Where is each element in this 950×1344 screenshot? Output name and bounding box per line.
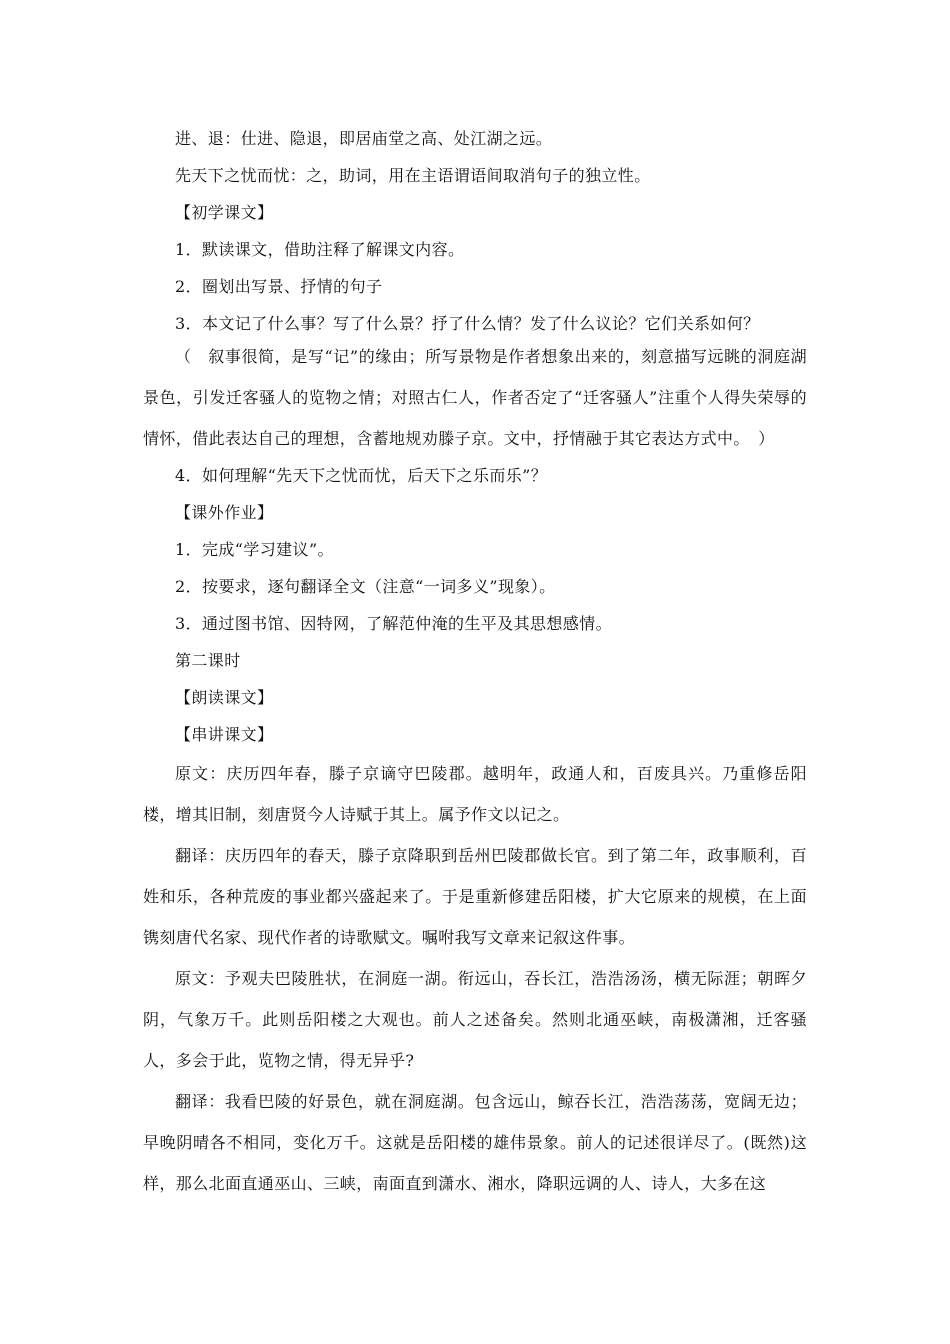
- section-heading: 【初学课文】: [175, 203, 274, 222]
- text-line: 先天下之忧而忧：之，助词，用在主语谓语间取消句子的独立性。: [175, 166, 651, 185]
- text-line: 4．如何理解“先天下之忧而忧，后天下之乐而乐”？: [175, 466, 548, 485]
- text-line: 进、退：仕进、隐退，即居庙堂之高、处江湖之远。: [175, 129, 553, 148]
- section-heading: 【朗读课文】: [175, 688, 274, 707]
- original-text-paragraph: 原文：庆历四年春，滕子京谪守巴陵郡。越明年，政通人和，百废具兴。乃重修岳阳楼，增其旧制，刻唐贤今人诗赋于其上。属予作文以记之。: [143, 764, 807, 824]
- text-line: 1．完成“学习建议”。: [175, 540, 334, 559]
- text-line: 1．默读课文，借助注释了解课文内容。: [175, 240, 465, 259]
- translation-paragraph: 翻译：庆历四年的春天，滕子京降职到岳州巴陵郡做长官。到了第二年，政事顺利，百姓和乐，各种荒废的事业都兴盛起来了。于是重新修建岳阳楼，扩大它原来的规模，在上面镌刻唐代名家、现代作者的诗歌赋文。嘱咐我写文章来记叙这件事。: [143, 846, 807, 947]
- text-line: 2．按要求，逐句翻译全文（注意“一词多义”现象）。: [175, 577, 556, 596]
- original-text-paragraph: 原文：予观夫巴陵胜状，在洞庭一湖。衔远山，吞长江，浩浩汤汤，横无际涯；朝晖夕阴，气象万千。此则岳阳楼之大观也。前人之述备矣。然则北通巫峡，南极潇湘，迁客骚人，多会于此，览物之情，得无异乎?: [143, 969, 807, 1070]
- text-line: 3．本文记了什么事？写了什么景？抒了什么情？发了什么议论？它们关系如何？: [175, 314, 760, 333]
- document-body: [143, 120, 807, 1204]
- section-heading: 【课外作业】: [175, 503, 274, 522]
- section-heading: 【串讲课文】: [175, 725, 274, 744]
- text-line: 3．通过图书馆、因特网，了解范仲淹的生平及其思想感情。: [175, 614, 612, 633]
- text-line: 2．圈划出写景、抒情的句子: [175, 277, 383, 296]
- answer-paragraph: （ 叙事很简，是写“记”的缘由；所写景物是作者想象出来的，刻意描写远眺的洞庭湖景色，引发迁客骚人的览物之情；对照古仁人，作者否定了“迁客骚人”注重个人得失荣辱的情怀，借此表达自己的理想，含蓄地规劝滕子京。文中，抒情融于其它表达方式中。 ）: [143, 347, 807, 448]
- lesson-heading: 第二课时: [175, 651, 241, 670]
- translation-paragraph: 翻译：我看巴陵的好景色，就在洞庭湖。包含远山，鲸吞长江，浩浩荡荡，宽阔无边；早晚阴晴各不相同，变化万千。这就是岳阳楼的雄伟景象。前人的记述很详尽了。(既然)这样，那么北面直通巫山、三峡，南面直到潇水、湘水，降职远调的人、诗人，大多在这: [143, 1092, 807, 1193]
